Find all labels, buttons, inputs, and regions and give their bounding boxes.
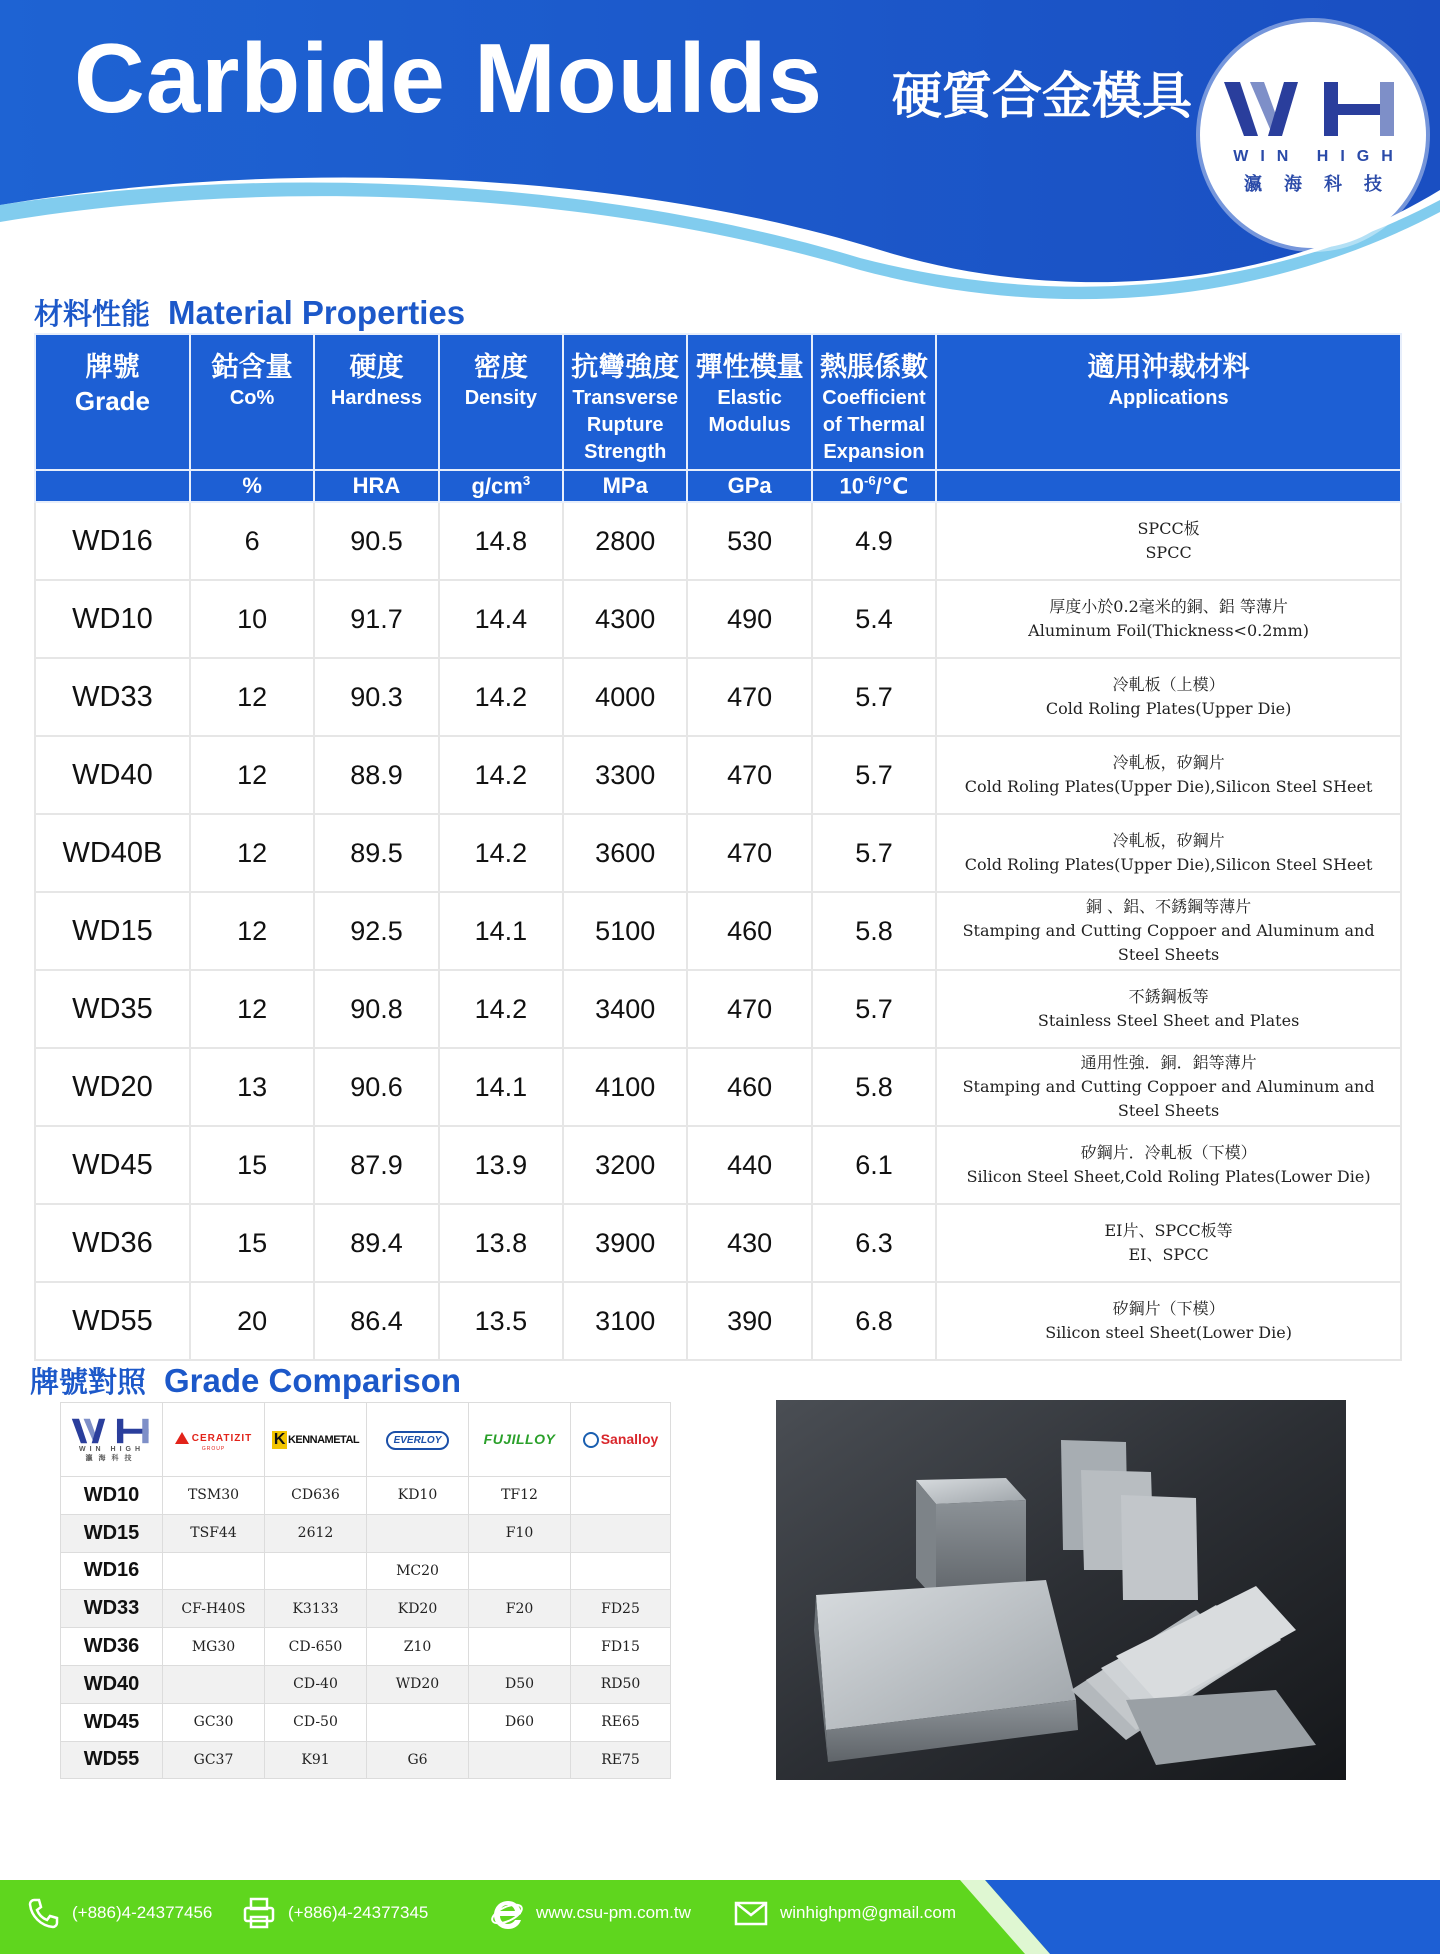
unit-superscript: -6 [863, 472, 876, 488]
cell-cte: 5.7 [812, 658, 936, 736]
cell-cte: 6.8 [812, 1282, 936, 1360]
cell-grade: WD40 [61, 1665, 163, 1703]
cell-equivalent: CD636 [265, 1477, 367, 1515]
cell-application [936, 1048, 1401, 1126]
cell-equivalent [367, 1703, 469, 1741]
cell-grade: WD55 [61, 1741, 163, 1779]
cell-density: 14.2 [439, 814, 563, 892]
main-title-chinese: 硬質合金模具 [892, 67, 1192, 125]
application-cn: 通用性強．銅．鋁等薄片 [1080, 1053, 1257, 1072]
table-row [61, 1665, 671, 1703]
cell-equivalent [469, 1741, 571, 1779]
grade-comparison-title [30, 1360, 461, 1401]
cell-grade: WD36 [35, 1204, 190, 1282]
cell-cte: 4.9 [812, 502, 936, 580]
cell-hardness: 90.5 [314, 502, 438, 580]
cell-grade: WD20 [35, 1048, 190, 1126]
table-row [61, 1514, 671, 1552]
cell-co: 20 [190, 1282, 314, 1360]
column-header-cn: 鈷含量 [211, 352, 293, 383]
cell-equivalent: F20 [469, 1590, 571, 1628]
cell-equivalent: FD25 [571, 1590, 671, 1628]
material-properties-table [34, 333, 1402, 1361]
sanalloy-logo-icon [583, 1432, 599, 1448]
cell-trs: 3400 [563, 970, 687, 1048]
cell-equivalent: K3133 [265, 1590, 367, 1628]
cell-application [936, 580, 1401, 658]
cell-application [936, 1204, 1401, 1282]
cell-equivalent [367, 1514, 469, 1552]
application-en: Stamping and Cutting Coppoer and Aluminum and Steel Sheets [962, 1077, 1375, 1120]
cell-equivalent: CD-650 [265, 1628, 367, 1666]
cell-density: 13.5 [439, 1282, 563, 1360]
cell-density: 13.8 [439, 1204, 563, 1282]
column-header-cn: 密度 [473, 352, 528, 383]
cell-grade: WD35 [35, 970, 190, 1048]
cell-grade: WD33 [35, 658, 190, 736]
table-row [61, 1590, 671, 1628]
cell-equivalent [571, 1477, 671, 1515]
cell-application [936, 1282, 1401, 1360]
cell-co: 6 [190, 502, 314, 580]
phone-icon [26, 1896, 60, 1930]
website-link: www.csu-pm.com.tw [536, 1903, 691, 1922]
cell-co: 15 [190, 1126, 314, 1204]
cell-application [936, 502, 1401, 580]
cell-modulus: 530 [687, 502, 811, 580]
unit-superscript: 3 [522, 472, 531, 488]
column-unit [190, 470, 314, 502]
application-cn: SPCC板 [1137, 519, 1200, 538]
cell-cte: 5.7 [812, 814, 936, 892]
brand-ceratizit: CERATIZIT GROUP [163, 1403, 265, 1477]
cell-hardness: 90.8 [314, 970, 438, 1048]
mail-icon [734, 1896, 768, 1930]
cell-density: 13.9 [439, 1126, 563, 1204]
application-cn: 冷軋板，矽鋼片 [1112, 753, 1225, 772]
column-header-en: Transverse Rupture Strength [572, 387, 679, 463]
cell-cte: 5.8 [812, 1048, 936, 1126]
cell-application [936, 814, 1401, 892]
column-header [439, 334, 563, 470]
application-cn: 冷軋板（上模） [1112, 675, 1225, 694]
column-unit [35, 470, 190, 502]
cell-equivalent: K91 [265, 1741, 367, 1779]
cell-modulus: 470 [687, 970, 811, 1048]
application-en: Aluminum Foil(Thickness<0.2mm) [1028, 621, 1309, 640]
cell-hardness: 88.9 [314, 736, 438, 814]
unit-label: 10 [839, 473, 864, 499]
cell-application [936, 736, 1401, 814]
grade-comparison-table [60, 1402, 671, 1779]
application-en: Stamping and Cutting Coppoer and Aluminum and Steel Sheets [962, 921, 1375, 964]
cell-trs: 3300 [563, 736, 687, 814]
phone-number: (+886)4-24377456 [72, 1903, 213, 1922]
cell-equivalent: TSM30 [163, 1477, 265, 1515]
application-en: Stainless Steel Sheet and Plates [1037, 1011, 1300, 1030]
cell-equivalent: FD15 [571, 1628, 671, 1666]
column-header-en: Co% [229, 387, 275, 409]
cell-equivalent: RE75 [571, 1741, 671, 1779]
logo-text-chinese: 瀛海科技 [1244, 174, 1404, 195]
cell-modulus: 490 [687, 580, 811, 658]
cell-application [936, 970, 1401, 1048]
table-row [35, 658, 1401, 736]
cell-equivalent [265, 1552, 367, 1590]
cell-cte: 5.8 [812, 892, 936, 970]
email-link: winhighpm@gmail.com [780, 1903, 956, 1922]
cell-trs: 3200 [563, 1126, 687, 1204]
cell-equivalent [469, 1552, 571, 1590]
application-cn: 銅 、鋁、不銹鋼等薄片 [1086, 897, 1252, 916]
unit-label: GPa [727, 473, 772, 498]
cell-grade: WD40B [35, 814, 190, 892]
table-row [61, 1552, 671, 1590]
unit-label: % [242, 473, 262, 498]
cell-equivalent: KD20 [367, 1590, 469, 1628]
unit-label: MPa [602, 473, 648, 498]
table-row [35, 580, 1401, 658]
cell-co: 13 [190, 1048, 314, 1126]
fax-number: (+886)4-24377345 [288, 1903, 429, 1922]
application-en: Cold Roling Plates(Upper Die),Silicon Steel SHeet [964, 777, 1373, 796]
cell-modulus: 430 [687, 1204, 811, 1282]
column-unit [936, 470, 1401, 502]
cell-hardness: 89.5 [314, 814, 438, 892]
cell-grade: WD16 [35, 502, 190, 580]
cell-equivalent [571, 1514, 671, 1552]
cell-equivalent: RD50 [571, 1665, 671, 1703]
footer-email[interactable] [734, 1893, 956, 1933]
table-row [35, 892, 1401, 970]
brand-fujilloy: FUJILLOY [469, 1403, 571, 1477]
column-header-en: Coefficient of Thermal Expansion [822, 387, 926, 463]
cell-grade: WD45 [61, 1703, 163, 1741]
cell-equivalent: Z10 [367, 1628, 469, 1666]
logo-text-english: WIN HIGH [1233, 148, 1405, 165]
cell-density: 14.2 [439, 658, 563, 736]
cell-density: 14.4 [439, 580, 563, 658]
application-en: Silicon steel Sheet(Lower Die) [1045, 1323, 1292, 1342]
cell-application [936, 1126, 1401, 1204]
cell-cte: 5.7 [812, 736, 936, 814]
column-header-en: Applications [1108, 387, 1229, 409]
cell-grade: WD55 [35, 1282, 190, 1360]
application-en: Cold Roling Plates(Upper Die),Silicon Steel SHeet [964, 855, 1373, 874]
cell-trs: 4100 [563, 1048, 687, 1126]
cell-co: 12 [190, 970, 314, 1048]
cell-equivalent: MG30 [163, 1628, 265, 1666]
table-row [35, 814, 1401, 892]
main-title: Carbide Moulds [74, 23, 824, 133]
column-header [563, 334, 687, 470]
cell-equivalent: F10 [469, 1514, 571, 1552]
footer-phone[interactable] [26, 1893, 212, 1933]
cell-grade: WD10 [61, 1477, 163, 1515]
cell-equivalent: G6 [367, 1741, 469, 1779]
column-header [687, 334, 811, 470]
cell-density: 14.8 [439, 502, 563, 580]
cell-grade: WD33 [61, 1590, 163, 1628]
table-row [35, 502, 1401, 580]
cell-equivalent: CD-50 [265, 1703, 367, 1741]
cell-co: 12 [190, 736, 314, 814]
cell-equivalent [163, 1552, 265, 1590]
column-header-en: Density [464, 387, 537, 409]
application-cn: 矽鋼片．冷軋板（下模） [1080, 1143, 1257, 1162]
cell-application [936, 892, 1401, 970]
cell-density: 14.2 [439, 970, 563, 1048]
cell-equivalent: RE65 [571, 1703, 671, 1741]
footer-fax[interactable] [242, 1893, 428, 1933]
column-header-cn: 彈性模量 [695, 352, 804, 383]
column-header-cn: 抗彎強度 [571, 352, 680, 383]
cell-cte: 6.1 [812, 1126, 936, 1204]
ceratizit-logo-icon [175, 1432, 189, 1444]
column-header-cn: 熱脹係數 [819, 352, 928, 383]
cell-equivalent: TF12 [469, 1477, 571, 1515]
cell-co: 15 [190, 1204, 314, 1282]
cell-cte: 6.3 [812, 1204, 936, 1282]
unit-label: HRA [352, 473, 401, 498]
section-title-chinese: 材料性能 [34, 297, 151, 331]
column-header-cn: 牌號 [85, 352, 140, 383]
cell-grade: WD15 [35, 892, 190, 970]
cell-trs: 4000 [563, 658, 687, 736]
cell-modulus: 460 [687, 892, 811, 970]
table-row [35, 970, 1401, 1048]
cell-equivalent: CD-40 [265, 1665, 367, 1703]
column-header [314, 334, 438, 470]
cell-trs: 3600 [563, 814, 687, 892]
cell-equivalent: D50 [469, 1665, 571, 1703]
cell-trs: 2800 [563, 502, 687, 580]
section-title-chinese: 牌號對照 [30, 1365, 147, 1399]
table-row [35, 1204, 1401, 1282]
cell-hardness: 86.4 [314, 1282, 438, 1360]
carbide-blocks-photo [776, 1400, 1346, 1780]
table-row [61, 1741, 671, 1779]
column-header-en: Elastic Modulus [708, 387, 791, 436]
cell-equivalent: CF-H40S [163, 1590, 265, 1628]
win-high-logo-icon [1224, 78, 1402, 140]
brand-win-high-cn: 瀛海科技 [85, 1453, 138, 1462]
cell-equivalent [163, 1665, 265, 1703]
brand-kennametal: K KENNAMETAL [265, 1403, 367, 1477]
brand-win-high-en: WIN HIGH [78, 1445, 145, 1453]
cell-modulus: 470 [687, 736, 811, 814]
column-unit [563, 470, 687, 502]
cell-equivalent [571, 1552, 671, 1590]
cell-density: 14.1 [439, 1048, 563, 1126]
application-en: Silicon Steel Sheet,Cold Roling Plates(Lower Die) [966, 1167, 1371, 1186]
unit-suffix: /℃ [875, 473, 909, 499]
application-cn: 厚度小於0.2毫米的銅、鋁 等薄片 [1049, 597, 1288, 616]
column-unit [314, 470, 438, 502]
everloy-logo-icon: EVERLOY [386, 1431, 450, 1450]
cell-hardness: 87.9 [314, 1126, 438, 1204]
cell-cte: 5.7 [812, 970, 936, 1048]
table-row [61, 1628, 671, 1666]
cell-co: 12 [190, 814, 314, 892]
cell-grade: WD45 [35, 1126, 190, 1204]
cell-co: 12 [190, 892, 314, 970]
column-header [35, 334, 190, 470]
table-row [35, 736, 1401, 814]
column-header-cn: 硬度 [349, 352, 404, 383]
unit-label: g/cm [471, 473, 523, 499]
cell-modulus: 470 [687, 814, 811, 892]
cell-hardness: 89.4 [314, 1204, 438, 1282]
cell-modulus: 440 [687, 1126, 811, 1204]
application-en: SPCC [1145, 543, 1192, 562]
cell-equivalent: GC30 [163, 1703, 265, 1741]
cell-cte: 5.4 [812, 580, 936, 658]
cell-equivalent: TSF44 [163, 1514, 265, 1552]
application-cn: 冷軋板，矽鋼片 [1112, 831, 1225, 850]
footer-website[interactable] [490, 1893, 691, 1933]
cell-equivalent: KD10 [367, 1477, 469, 1515]
internet-explorer-icon [490, 1896, 524, 1930]
cell-trs: 5100 [563, 892, 687, 970]
cell-hardness: 91.7 [314, 580, 438, 658]
cell-modulus: 460 [687, 1048, 811, 1126]
table-row [35, 1126, 1401, 1204]
cell-hardness: 90.6 [314, 1048, 438, 1126]
column-unit [687, 470, 811, 502]
application-cn: 矽鋼片（下模） [1112, 1299, 1225, 1318]
application-cn: 不銹鋼板等 [1128, 987, 1209, 1006]
table-row [35, 1282, 1401, 1360]
cell-modulus: 390 [687, 1282, 811, 1360]
column-unit [812, 470, 936, 502]
material-properties-title [34, 292, 465, 333]
cell-grade: WD40 [35, 736, 190, 814]
cell-co: 12 [190, 658, 314, 736]
cell-equivalent: D60 [469, 1703, 571, 1741]
brand-everloy [367, 1403, 469, 1477]
application-en: EI、SPCC [1128, 1245, 1209, 1264]
cell-trs: 3900 [563, 1204, 687, 1282]
table-row [61, 1477, 671, 1515]
cell-equivalent: GC37 [163, 1741, 265, 1779]
column-unit [439, 470, 563, 502]
section-title-english: Grade Comparison [164, 1362, 462, 1399]
cell-grade: WD36 [61, 1628, 163, 1666]
column-header [190, 334, 314, 470]
kennametal-logo-icon: K [273, 1431, 285, 1449]
cell-equivalent: MC20 [367, 1552, 469, 1590]
table-row [35, 1048, 1401, 1126]
cell-trs: 4300 [563, 580, 687, 658]
cell-equivalent: 2612 [265, 1514, 367, 1552]
column-header [936, 334, 1401, 470]
fax-icon [242, 1896, 276, 1930]
cell-equivalent [469, 1628, 571, 1666]
column-header [812, 334, 936, 470]
column-header-cn: 適用沖裁材料 [1087, 352, 1250, 383]
cell-equivalent: WD20 [367, 1665, 469, 1703]
section-title-english: Material Properties [168, 294, 466, 331]
column-header-en: Grade [74, 386, 151, 416]
table-row [61, 1703, 671, 1741]
cell-hardness: 92.5 [314, 892, 438, 970]
win-high-logo-icon [70, 1417, 154, 1445]
cell-density: 14.1 [439, 892, 563, 970]
brand-win-high [61, 1403, 163, 1477]
brand-sanalloy: Sanalloy [571, 1403, 671, 1477]
cell-application [936, 658, 1401, 736]
application-cn: EI片、SPCC板等 [1104, 1221, 1233, 1240]
cell-hardness: 90.3 [314, 658, 438, 736]
cell-grade: WD15 [61, 1514, 163, 1552]
application-en: Cold Roling Plates(Upper Die) [1045, 699, 1292, 718]
cell-density: 14.2 [439, 736, 563, 814]
cell-trs: 3100 [563, 1282, 687, 1360]
cell-co: 10 [190, 580, 314, 658]
column-header-en: Hardness [330, 387, 423, 409]
footer-background [0, 1880, 1440, 1954]
cell-grade: WD16 [61, 1552, 163, 1590]
cell-grade: WD10 [35, 580, 190, 658]
cell-modulus: 470 [687, 658, 811, 736]
